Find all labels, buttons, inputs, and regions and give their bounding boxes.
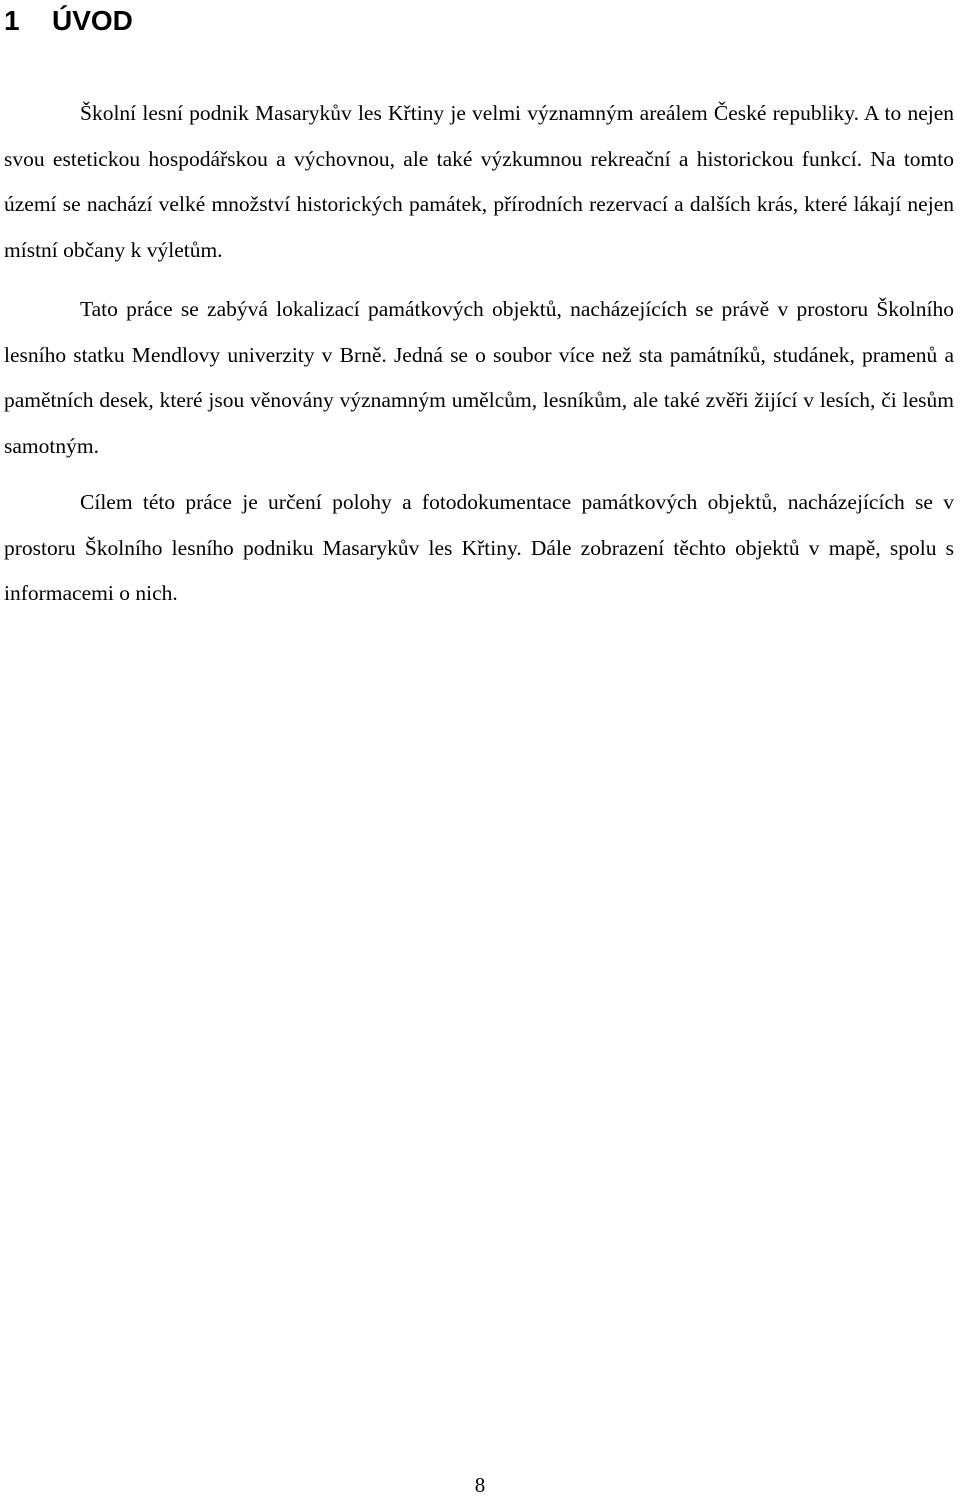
paragraph-intro: Školní lesní podnik Masarykův les Křtiny je velmi významným areálem České republiky. A to nejen svou estetickou hospodářskou a výchovnou, ale také výzkumnou rekreační a historickou funkcí. Na tomto území se nachází velké množství historických památek, přírodních rezervací a dalších krás, které lákají nejen místní občany k výletům.	[4, 101, 954, 262]
chapter-heading	[4, 2, 133, 40]
chapter-title: ÚVOD	[52, 5, 133, 36]
paragraph-aim: Cílem této práce je určení polohy a fotodokumentace památkových objektů, nacházejících se v prostoru Školního lesního podniku Masarykův les Křtiny. Dále zobrazení těchto objektů v mapě, spolu s informacemi o nich.	[4, 490, 954, 606]
paragraph-subject: Tato práce se zabývá lokalizací památkových objektů, nacházejících se právě v prostoru Školního lesního statku Mendlovy univerzity v Brně. Jedná se o soubor více než sta památníků, studánek, pramenů a pamětních desek, které jsou věnovány významným umělcům, lesníkům, ale také zvěři žijící v lesích, či lesům samotným.	[4, 297, 954, 458]
chapter-number: 1	[4, 5, 20, 36]
page-number: 8	[474, 1473, 486, 1497]
